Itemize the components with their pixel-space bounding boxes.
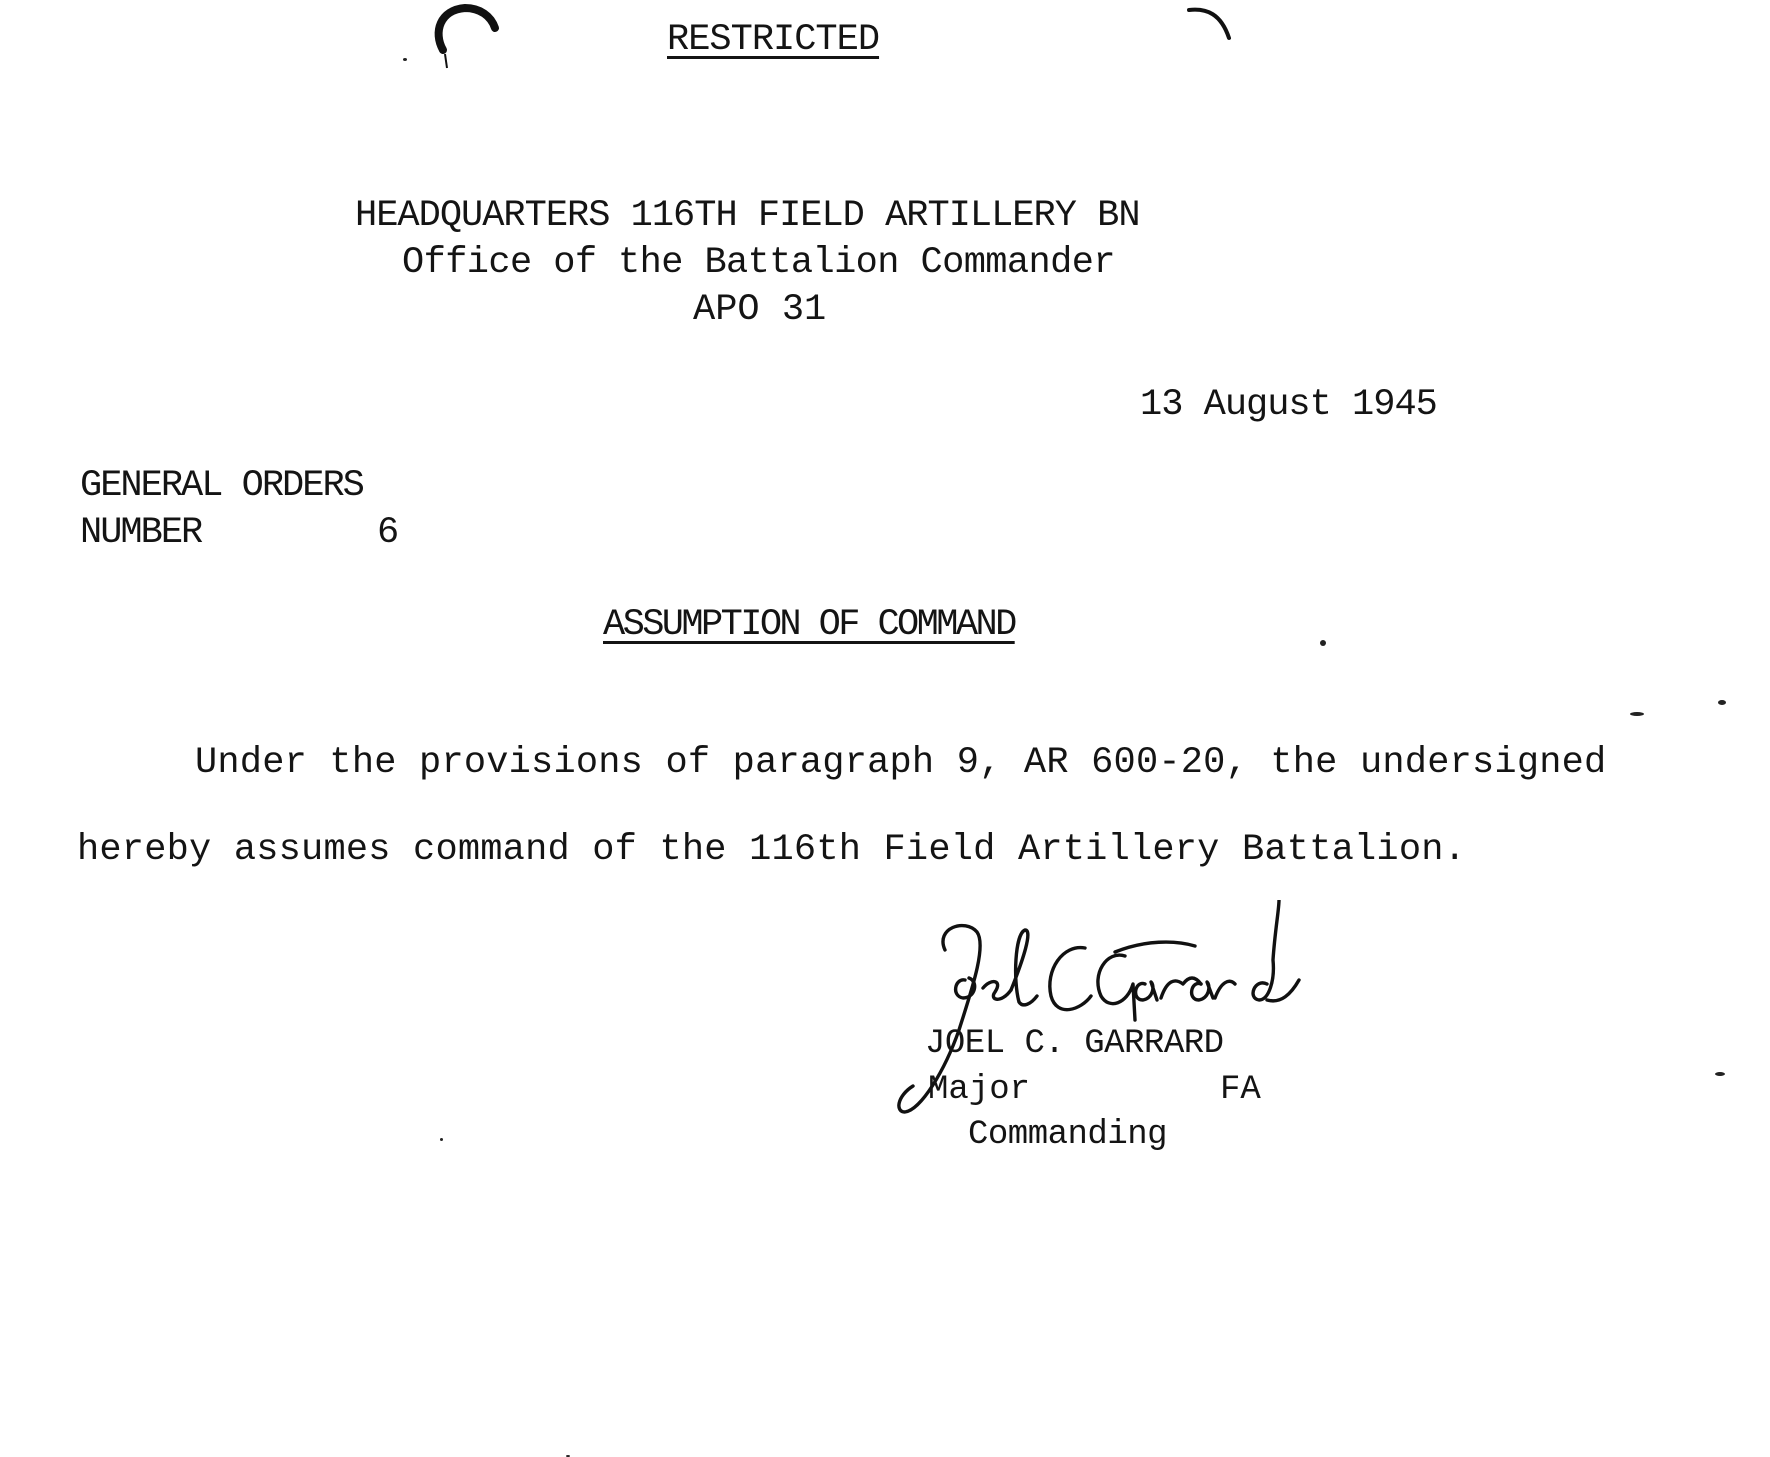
- orders-number-label: NUMBER: [80, 512, 202, 554]
- body-line-2: hereby assumes command of the 116th Field Artillery Battalion.: [77, 829, 1467, 871]
- classification-heading: RESTRICTED: [667, 19, 880, 61]
- scan-speck: [440, 1138, 443, 1141]
- document-date: 13 August 1945: [1140, 384, 1437, 426]
- signer-rank: Major: [928, 1071, 1031, 1109]
- scan-speck: [1320, 640, 1326, 646]
- scan-speck: [1718, 700, 1726, 705]
- punch-hole-mark-left: [425, 2, 505, 77]
- orders-number-value: 6: [377, 512, 400, 554]
- signer-name: JOEL C. GARRARD: [925, 1025, 1224, 1063]
- office-line: Office of the Battalion Commander: [402, 242, 1115, 284]
- body-line-1: Under the provisions of paragraph 9, AR 600-20, the undersigned: [195, 742, 1607, 784]
- signer-title: Commanding: [968, 1116, 1168, 1154]
- scan-speck: [1630, 712, 1644, 716]
- general-orders-label: GENERAL ORDERS: [80, 465, 363, 507]
- scan-speck: [1715, 1072, 1725, 1076]
- apo-line: APO 31: [693, 289, 827, 331]
- subject-heading: ASSUMPTION OF COMMAND: [603, 604, 1015, 646]
- scan-speck: [403, 58, 407, 61]
- headquarters-line: HEADQUARTERS 116TH FIELD ARTILLERY BN: [355, 195, 1140, 237]
- punch-hole-mark-right: [1185, 2, 1245, 47]
- signer-branch: FA: [1220, 1071, 1261, 1109]
